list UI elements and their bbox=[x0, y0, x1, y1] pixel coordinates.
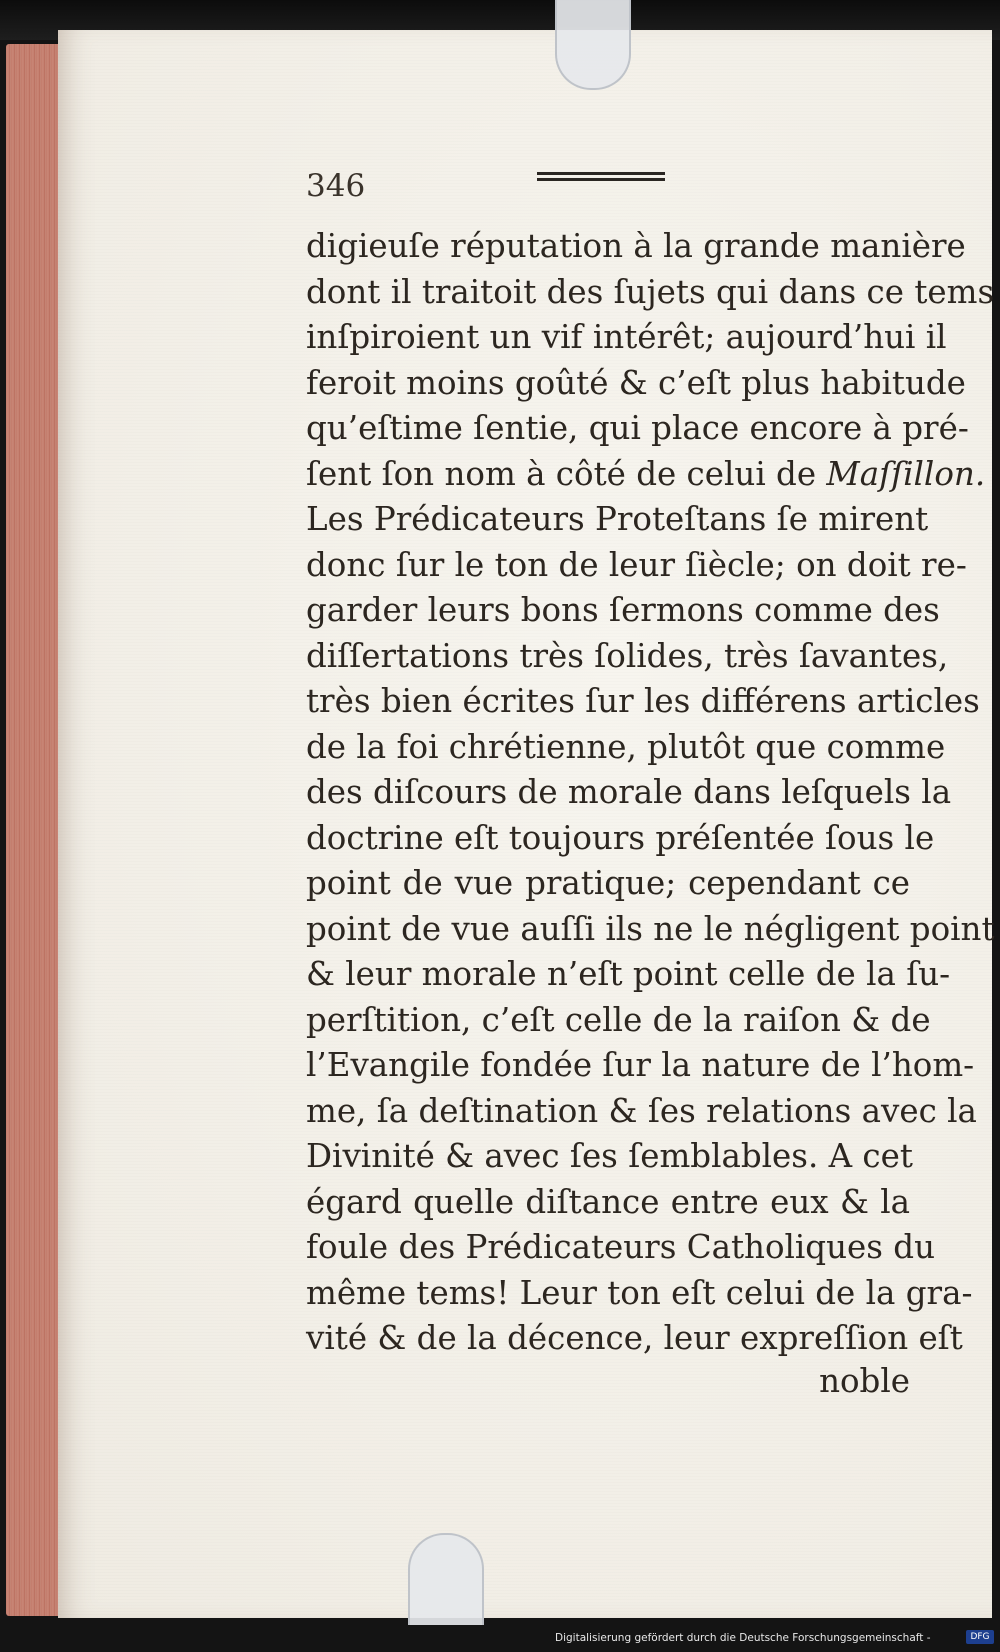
text-line: des diſcours de morale dans leſquels la bbox=[306, 773, 952, 811]
bottom-page-clip bbox=[408, 1533, 484, 1625]
top-page-clip bbox=[555, 0, 631, 90]
dfg-logo-icon: DFG bbox=[966, 1630, 994, 1644]
text-line: garder leurs bons ſermons comme des bbox=[306, 591, 940, 629]
digitization-credit: Digitalisierung gefördert durch die Deutsche Forschungsgemeinschaft - bbox=[555, 1632, 931, 1644]
text-line: diſſertations très ſolides, très ſavantes, bbox=[306, 636, 949, 675]
text-line: me, ſa deſtination & ſes relations avec la bbox=[306, 1091, 977, 1130]
text-line: qu’eſtime ſentie, qui place encore à pré- bbox=[306, 409, 969, 447]
text-line: digieuſe réputation à la grande manière bbox=[306, 227, 966, 265]
catchword: noble bbox=[819, 1362, 910, 1400]
text-line: point de vue pratique; cependant ce bbox=[306, 864, 910, 902]
text-line: doctrine eſt toujours préſentée ſous le bbox=[306, 818, 935, 857]
text-line: très bien écrites ſur les différens articles bbox=[306, 682, 980, 720]
body-text bbox=[306, 224, 995, 1362]
text-line: Les Prédicateurs Proteſtans ſe mirent bbox=[306, 500, 929, 538]
text-line: & leur morale n’eſt point celle de la ſu- bbox=[306, 955, 951, 993]
text-line: perſtition, c’eſt celle de la raiſon & de bbox=[306, 1000, 931, 1039]
italic-name: Maſſillon. bbox=[826, 454, 986, 493]
text-line: ſent ſon nom à côté de celui de Maſſillon. bbox=[306, 454, 986, 493]
text-line: vité & de la décence, leur expreſſion eſt bbox=[306, 1319, 963, 1357]
text-line: dont il traitoit des ſujets qui dans ce tems bbox=[306, 272, 995, 311]
page-number: 346 bbox=[306, 168, 366, 204]
text-line: point de vue auſſi ils ne le négligent point bbox=[306, 909, 995, 948]
text-line: l’Evangile fondée ſur la nature de l’hom- bbox=[306, 1046, 975, 1084]
text-line: de la foi chrétienne, plutôt que comme bbox=[306, 727, 946, 766]
book-page-edges bbox=[6, 44, 62, 1616]
text-line: inſpiroient un vif intérêt; aujourd’hui il bbox=[306, 318, 947, 356]
text-line: foule des Prédicateurs Catholiques du bbox=[306, 1228, 936, 1266]
header-ornament-rule bbox=[537, 172, 665, 184]
text-line: feroit moins goûté & c’eſt plus habitude bbox=[306, 363, 966, 402]
text-line: même tems! Leur ton eſt celui de la gra- bbox=[306, 1273, 973, 1312]
text-line: Divinité & avec ſes ſemblables. A cet bbox=[306, 1137, 913, 1175]
text-line: égard quelle diſtance entre eux & la bbox=[306, 1182, 910, 1221]
text-line: donc ſur le ton de leur ſiècle; on doit re- bbox=[306, 545, 967, 584]
